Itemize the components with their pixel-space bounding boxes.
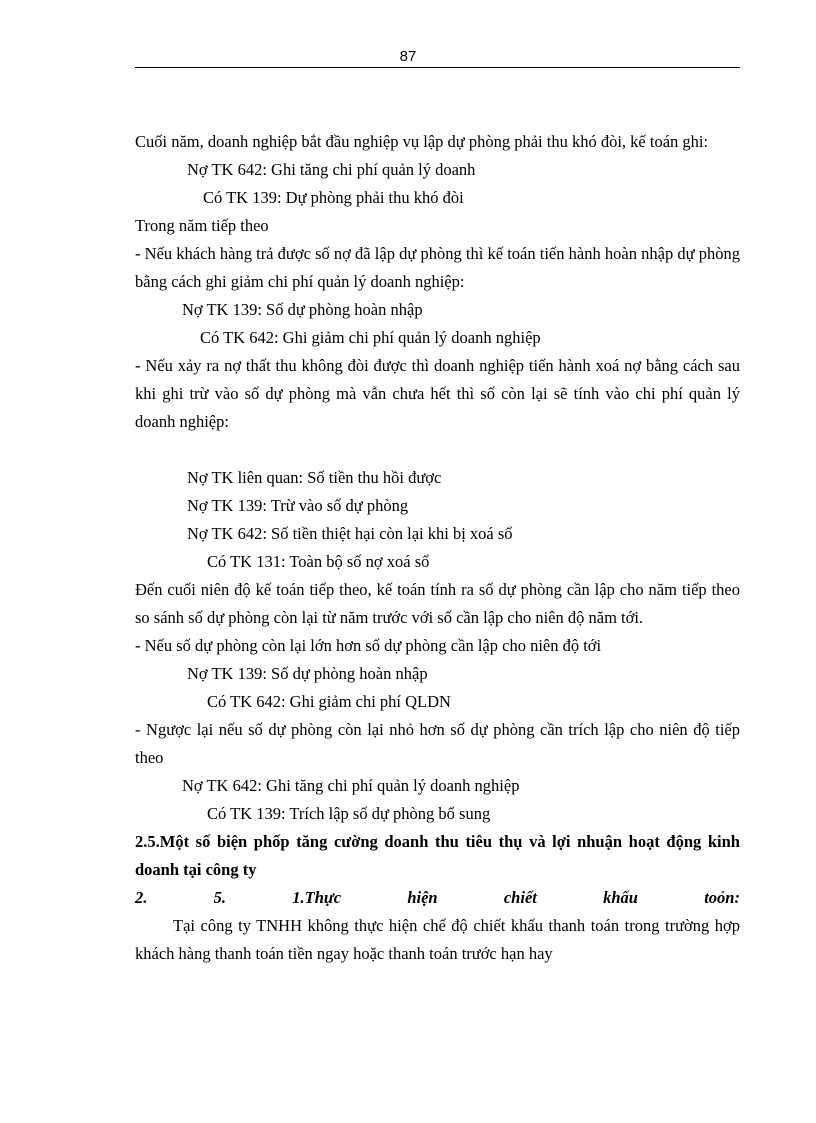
subsection-part: 1.Thực bbox=[292, 888, 342, 907]
paragraph-deficit-provision: - Ngược lại nếu số dự phòng còn lại nhỏ hơn số dự phòng cần trích lập cho niên độ tiếp theo bbox=[135, 720, 740, 767]
section-heading: 2.5.Một số biện phốp tăng cường doanh thu tiêu thụ và lợi nhuận hoạt động kinh doanh tại công ty bbox=[135, 832, 740, 879]
entry-credit-139-supplement: Có TK 139: Trích lập số dự phòng bổ sung bbox=[207, 804, 491, 823]
entry-credit-139: Có TK 139: Dự phòng phải thu khó đòi bbox=[203, 188, 464, 207]
paragraph-end-of-period: Đến cuối niên độ kế toán tiếp theo, kế toán tính ra số dự phòng cần lập cho năm tiếp theo so sánh số dự phòng còn lại từ năm trước với số cần lập cho niên độ năm tới. bbox=[135, 580, 740, 627]
entry-credit-642-qldn: Có TK 642: Ghi giảm chi phí QLDN bbox=[207, 692, 451, 711]
subsection-part: 2. bbox=[135, 888, 148, 907]
subsection-part: toỏn: bbox=[704, 888, 740, 907]
entry-debit-642-increase: Nợ TK 642: Ghi tăng chi phí quản lý doanh nghiệp bbox=[182, 776, 520, 795]
blank-line bbox=[135, 436, 740, 464]
paragraph-customer-pays: - Nếu khách hàng trả được số nợ đã lập dự phòng thì kế toán tiến hành hoàn nhập dự phòng bằng cách ghi giảm chi phí quản lý doanh nghiệp: bbox=[135, 244, 740, 291]
subsection-part: chiết bbox=[503, 888, 537, 907]
entry-credit-131: Có TK 131: Toàn bộ số nợ xoá sổ bbox=[207, 552, 430, 571]
entry-debit-related: Nợ TK liên quan: Số tiền thu hồi được bbox=[187, 468, 442, 487]
entry-debit-642: Nợ TK 642: Ghi tăng chi phí quản lý doanh bbox=[187, 160, 476, 179]
paragraph-uncollectible: - Nếu xảy ra nợ thất thu không đòi được thì doanh nghiệp tiến hành xoá nợ bằng cách sau khi ghi trừ vào số dự phòng mà vẫn chưa hết thì số còn lại sẽ tính vào chi phí quản lý doanh nghiệp: bbox=[135, 356, 740, 431]
page-number: 87 bbox=[399, 48, 417, 65]
header-rule bbox=[135, 67, 740, 68]
subsection-part: 5. bbox=[213, 888, 226, 907]
entry-debit-642-loss: Nợ TK 642: Số tiền thiệt hại còn lại khi bị xoá sổ bbox=[187, 524, 513, 543]
document-body bbox=[135, 128, 740, 968]
paragraph-discount-policy: Tại công ty TNHH không thực hiện chế độ chiết khấu thanh toán trong trường hợp khách hàng thanh toán tiền ngay hoặc thanh toán trước hạn hay bbox=[135, 916, 740, 963]
entry-debit-139-surplus: Nợ TK 139: Số dự phòng hoàn nhập bbox=[187, 664, 428, 683]
paragraph-next-year: Trong năm tiếp theo bbox=[135, 216, 269, 235]
subsection-part: khấu bbox=[603, 888, 638, 907]
subsection-part: hiện bbox=[407, 888, 438, 907]
entry-credit-642-decrease: Có TK 642: Ghi giảm chi phí quản lý doanh nghiệp bbox=[200, 328, 541, 347]
subsection-heading bbox=[135, 884, 740, 912]
entry-debit-139-reversal: Nợ TK 139: Số dự phòng hoàn nhập bbox=[182, 300, 423, 319]
paragraph-surplus-provision: - Nếu số dự phòng còn lại lớn hơn số dự phòng cần lập cho niên độ tới bbox=[135, 636, 602, 655]
entry-debit-139-deduct: Nợ TK 139: Trừ vào số dự phòng bbox=[187, 496, 409, 515]
paragraph-year-end-provision: Cuối năm, doanh nghiệp bắt đầu nghiệp vụ lập dự phòng phải thu khó đòi, kế toán ghi: bbox=[135, 132, 709, 151]
